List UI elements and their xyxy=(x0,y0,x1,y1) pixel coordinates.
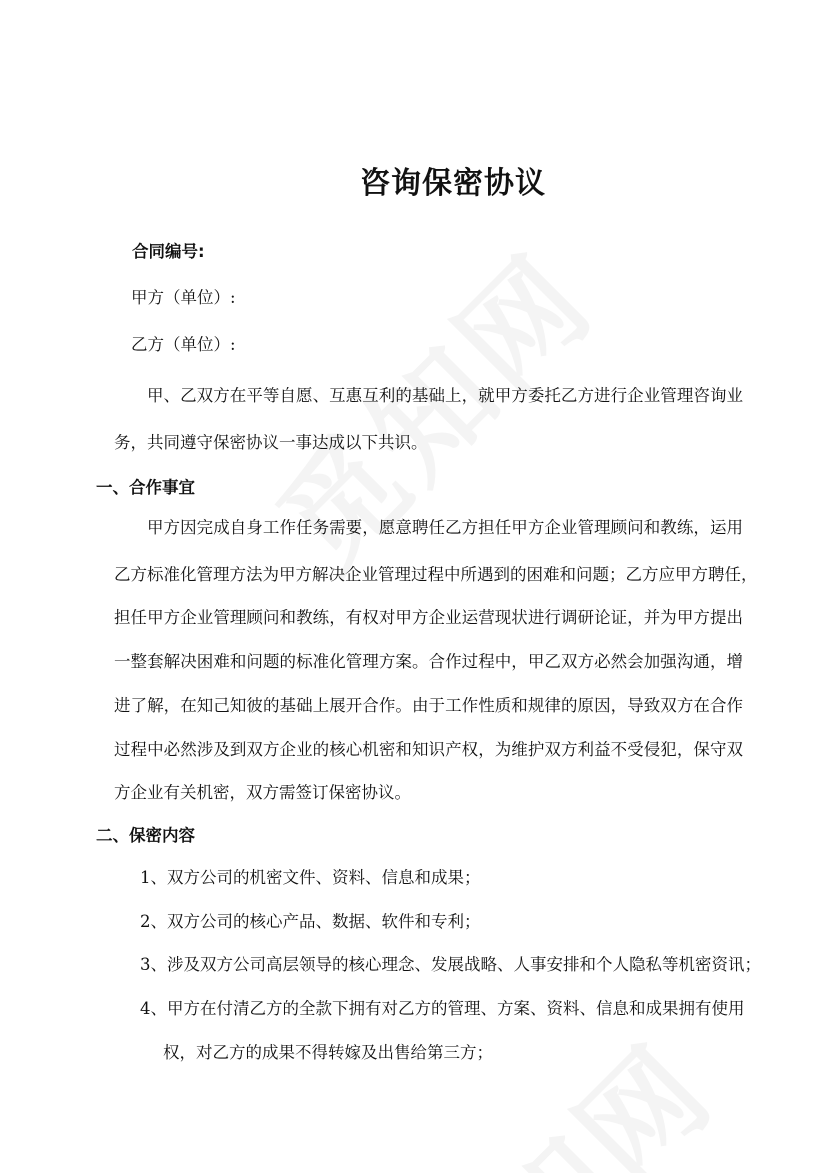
list-item: 2、双方公司的核心产品、数据、软件和专利； xyxy=(140,912,481,931)
party-a-label: 甲方（单位）: xyxy=(131,288,236,307)
watermark xyxy=(355,1002,744,1173)
list-item: 3、涉及双方公司高层领导的核心理念、发展战略、人事安排和个人隐私等机密资讯； xyxy=(140,955,761,974)
section-heading: 二、保密内容 xyxy=(96,826,195,845)
list-item-continuation: 权，对乙方的成果不得转嫁及出售给第三方； xyxy=(163,1043,493,1062)
paragraph-line: 乙方标准化管理方法为甲方解决企业管理过程中所遇到的困难和问题；乙方应甲方聘任， xyxy=(114,565,758,584)
paragraph-line: 过程中必然涉及到双方企业的核心机密和知识产权，为维护双方利益不受侵犯，保守双 xyxy=(114,740,743,759)
paragraph-line: 进了解，在知己知彼的基础上展开合作。由于工作性质和规律的原因，导致双方在合作 xyxy=(114,696,743,715)
intro-line: 务，共同遵守保密协议一事达成以下共识。 xyxy=(114,433,428,452)
contract-number-label: 合同编号: xyxy=(132,242,205,261)
section-heading: 一、合作事宜 xyxy=(96,478,195,497)
paragraph-line: 担任甲方企业管理顾问和教练，有权对甲方企业运营现状进行调研论证，并为甲方提出 xyxy=(114,608,743,627)
paragraph-line: 甲方因完成自身工作任务需要，愿意聘任乙方担任甲方企业管理顾问和教练，运用 xyxy=(147,518,743,537)
paragraph-line: 方企业有关机密，双方需签订保密协议。 xyxy=(114,783,411,802)
list-item: 1、双方公司的机密文件、资料、信息和成果； xyxy=(140,868,481,887)
document-title: 咨询保密协议 xyxy=(360,166,546,201)
intro-line: 甲、乙双方在平等自愿、互惠互利的基础上，就甲方委托乙方进行企业管理咨询业 xyxy=(147,386,743,405)
party-b-label: 乙方（单位）: xyxy=(131,335,236,354)
paragraph-line: 一整套解决困难和问题的标准化管理方案。合作过程中，甲乙双方必然会加强沟通，增 xyxy=(114,652,743,671)
list-item: 4、甲方在付清乙方的全款下拥有对乙方的管理、方案、资料、信息和成果拥有使用 xyxy=(140,999,745,1018)
